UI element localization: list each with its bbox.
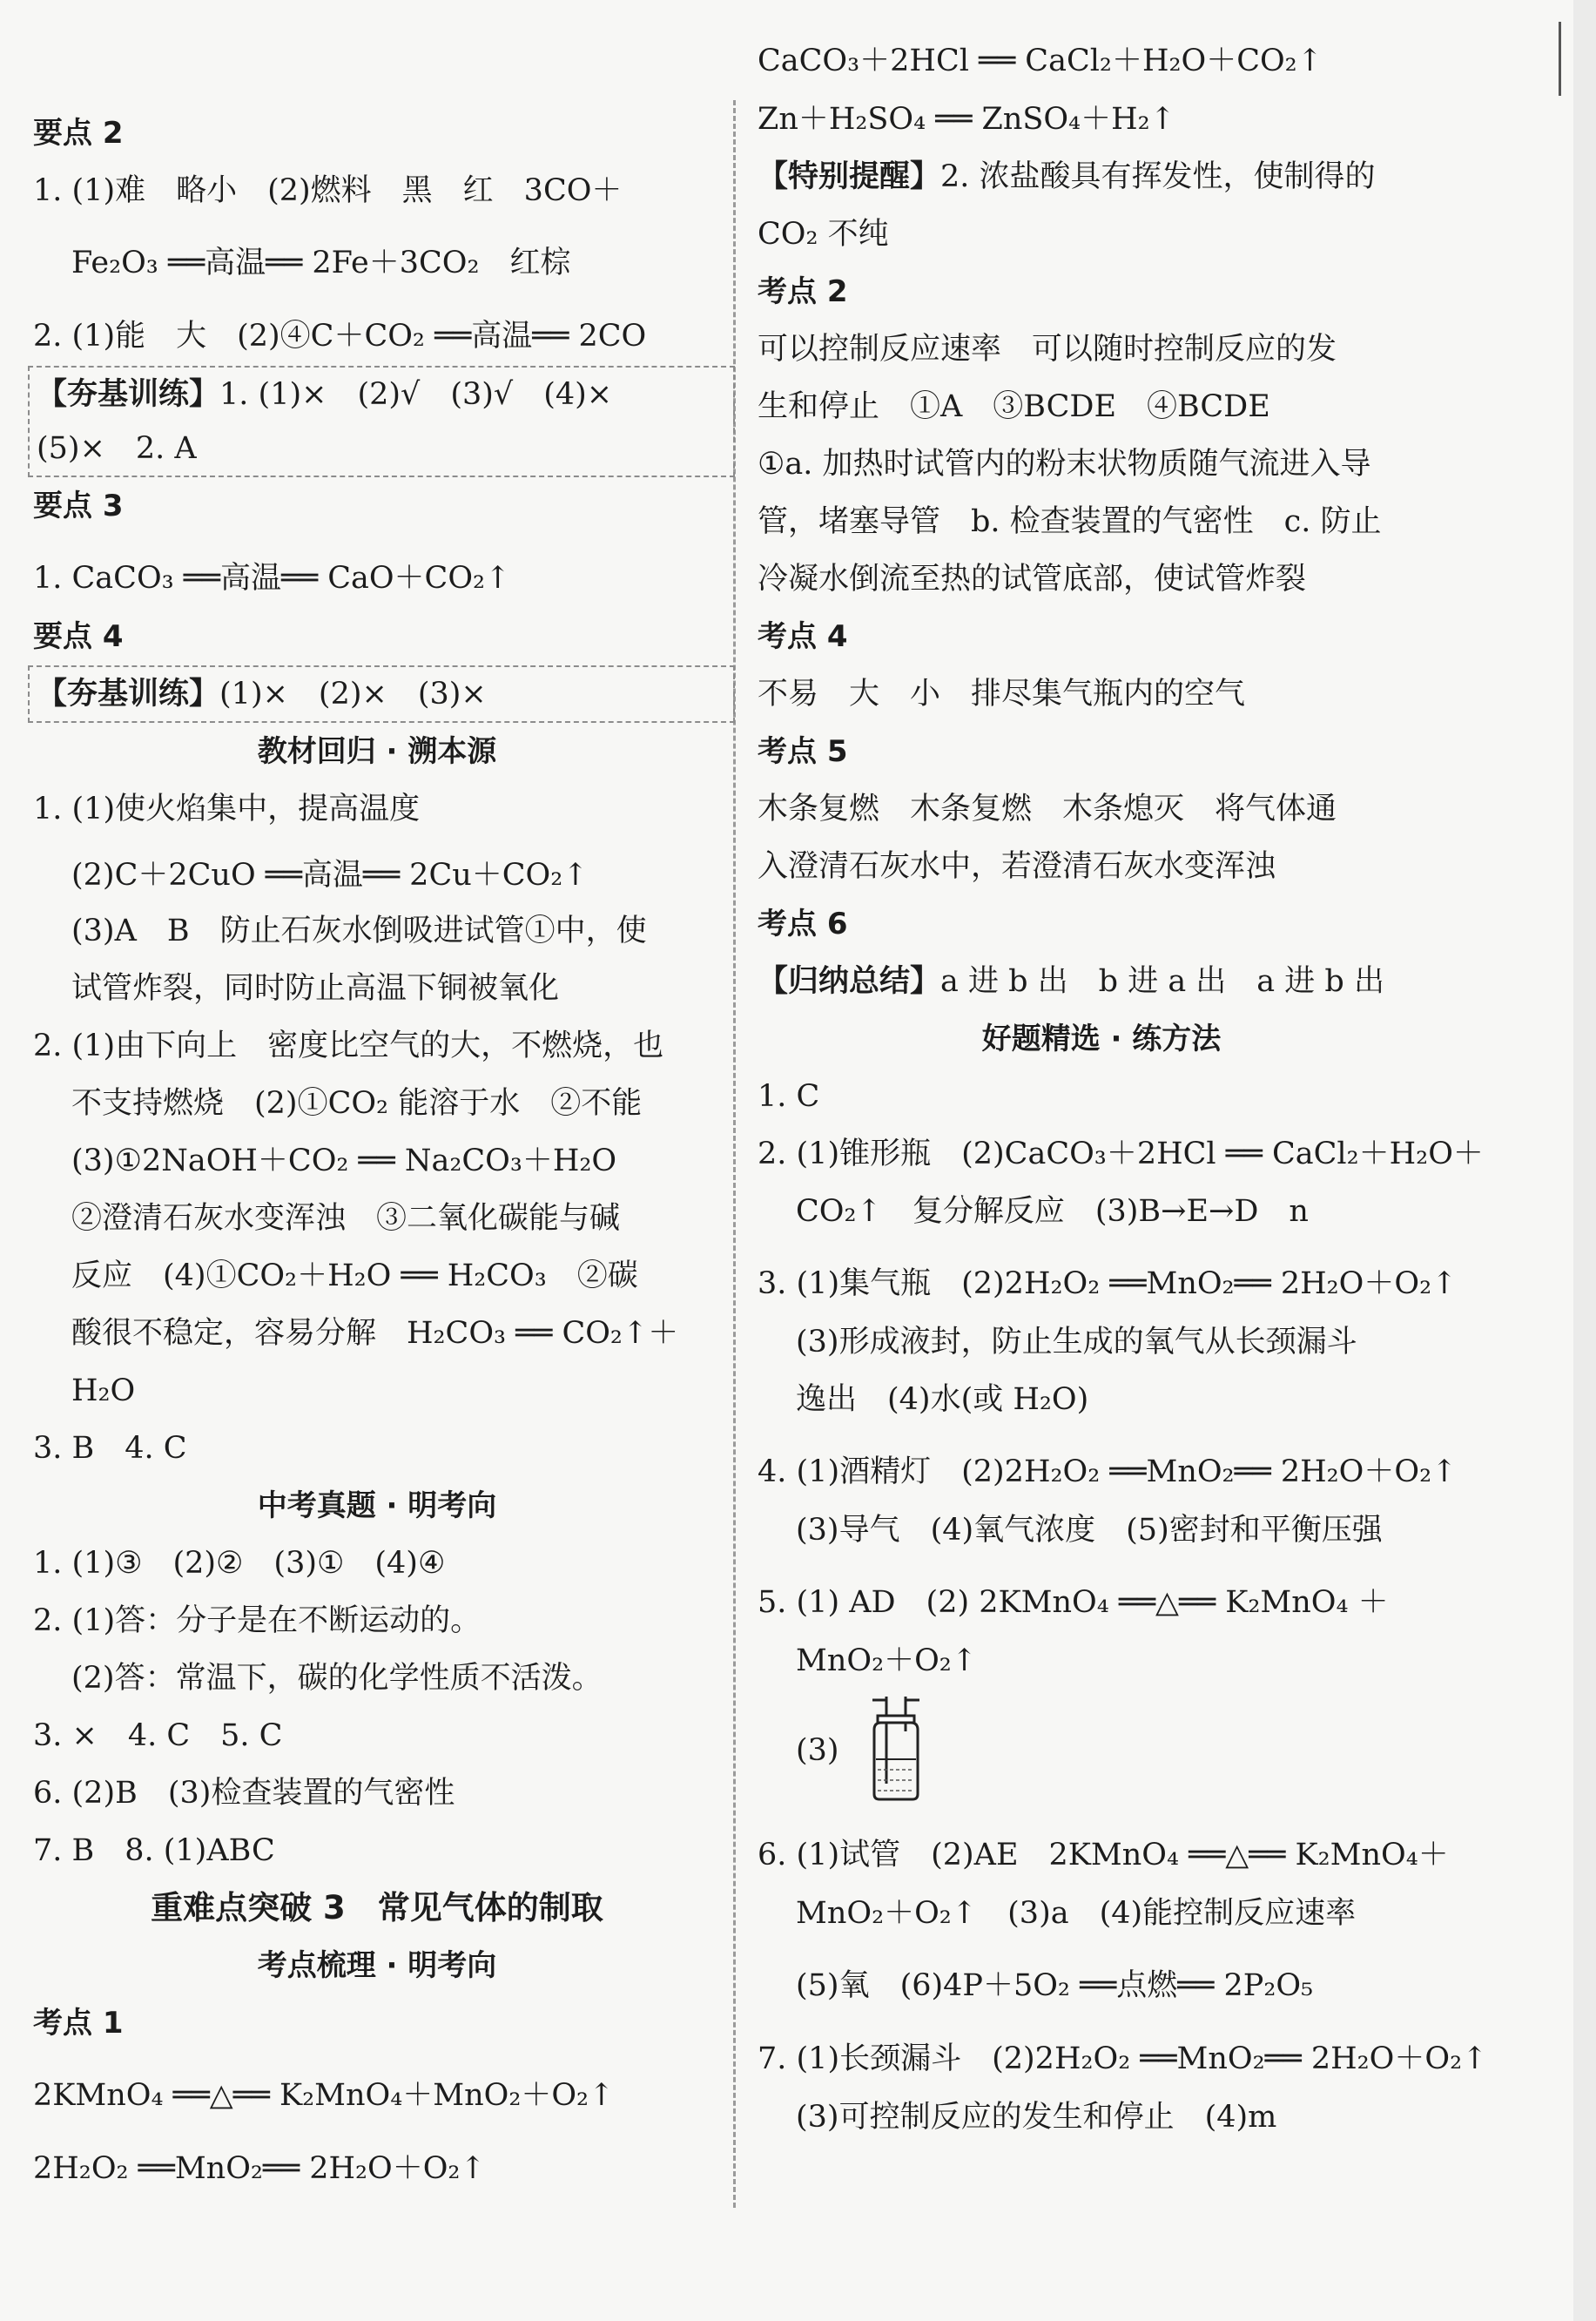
answer-line: 可以控制反应速率 可以随时控制反应的发	[758, 332, 1337, 367]
answer-text: (3)	[796, 1733, 839, 1768]
equation-line: CaCO₃＋2HCl ══ CaCl₂＋H₂O＋CO₂↑	[758, 44, 1323, 78]
practice-tag: 【夯基训练】	[37, 677, 220, 712]
answer-line: (5)× 2. A	[37, 431, 197, 466]
practice-box	[28, 665, 735, 723]
answer-line: 6. (2)B (3)检查装置的气密性	[33, 1776, 455, 1811]
equation-line: Zn＋H₂SO₄ ══ ZnSO₄＋H₂↑	[758, 102, 1175, 137]
equation-line: (5)氧 (6)4P＋5O₂ ══点燃══ 2P₂O₅	[796, 1968, 1314, 2003]
answer-line: 逸出 (4)水(或 H₂O)	[796, 1382, 1089, 1417]
answer-line: 不支持燃烧 (2)①CO₂ 能溶于水 ②不能	[71, 1086, 643, 1121]
section-title: 考点梳理 · 明考向	[257, 1948, 497, 1983]
answer-text: a 进 b 出 b 进 a 出 a 进 b 出	[940, 964, 1384, 999]
answer-line: ①a. 加热时试管内的粉末状物质随气流进入导	[758, 447, 1371, 482]
equation-line: Fe₂O₃ ══高温══ 2Fe＋3CO₂ 红棕	[71, 246, 571, 280]
section-heading: 考点 1	[33, 2006, 124, 2041]
section-heading: 要点 2	[33, 116, 124, 151]
answer-line: 生和停止 ①A ③BCDE ④BCDE	[758, 389, 1270, 424]
answer-line: 2. (1)由下向上 密度比空气的大，不燃烧，也	[33, 1029, 664, 1063]
chapter-title: 重难点突破 3 常见气体的制取	[151, 1889, 603, 1926]
answer-line: 酸很不稳定，容易分解 H₂CO₃ ══ CO₂↑＋	[71, 1316, 679, 1351]
answer-line	[758, 1690, 1445, 1812]
equation-line: 6. (1)试管 (2)AE 2KMnO₄ ══△══ K₂MnO₄＋	[758, 1838, 1449, 1872]
section-heading: 考点 5	[758, 734, 848, 769]
answer-line: 木条复燃 木条复燃 木条熄灭 将气体通	[758, 792, 1337, 827]
answer-line: (2)答：常温下，碳的化学性质不活泼。	[71, 1661, 603, 1696]
section-heading: 考点 4	[758, 619, 848, 654]
answer-line: 3. × 4. C 5. C	[33, 1718, 283, 1753]
answer-line: (3)可控制反应的发生和停止 (4)m	[796, 2100, 1277, 2135]
section-title: 好题精选 · 练方法	[981, 1022, 1222, 1056]
summary-tag: 【归纳总结】	[758, 964, 941, 999]
equation-line: 5. (1) AD (2) 2KMnO₄ ══△══ K₂MnO₄ ＋	[758, 1585, 1389, 1620]
section-title: 中考真题 · 明考向	[257, 1488, 497, 1523]
answer-line: 1. (1)③ (2)② (3)① (4)④	[33, 1546, 446, 1581]
answer-line: CO₂ 不纯	[758, 217, 889, 252]
left-column	[33, 105, 721, 2198]
equation-line: 3. (1)集气瓶 (2)2H₂O₂ ══MnO₂══ 2H₂O＋O₂↑	[758, 1266, 1458, 1301]
answer-line: 不易 大 小 排尽集气瓶内的空气	[758, 677, 1246, 712]
section-heading: 考点 2	[758, 274, 848, 309]
answer-line: 2. (1)能 大 (2)④C＋CO₂ ══高温══ 2CO	[33, 319, 647, 354]
answer-line: CO₂↑ 复分解反应 (3)B→E→D n	[796, 1194, 1309, 1229]
reminder-tag: 【特别提醒】	[758, 159, 941, 194]
answer-text: (1)× (2)× (3)×	[219, 677, 487, 712]
answer-line: (3)形成液封，防止生成的氧气从长颈漏斗	[796, 1325, 1357, 1360]
answer-line: H₂O	[71, 1373, 136, 1408]
answer-line: 冷凝水倒流至热的试管底部，使试管炸裂	[758, 562, 1307, 597]
answer-line: (3)①2NaOH＋CO₂ ══ Na₂CO₃＋H₂O	[71, 1144, 617, 1178]
practice-tag: 【夯基训练】	[37, 377, 220, 412]
page-edge	[1573, 0, 1596, 2321]
answer-line: 入澄清石灰水中，若澄清石灰水变浑浊	[758, 849, 1276, 884]
practice-box	[28, 366, 735, 477]
answer-text: 2. 浓盐酸具有挥发性，使制得的	[940, 159, 1376, 194]
answer-line: MnO₂＋O₂↑	[796, 1643, 978, 1678]
section-heading: 考点 6	[758, 907, 848, 941]
section-heading: 要点 4	[33, 619, 124, 654]
section-title: 教材回归 · 溯本源	[257, 734, 497, 769]
right-column	[758, 17, 1488, 2146]
answer-line: 试管炸裂，同时防止高温下铜被氧化	[71, 971, 560, 1006]
answer-line: 1. C	[758, 1079, 820, 1114]
answer-line: (3)A B 防止石灰水倒吸进试管①中，使	[71, 914, 647, 948]
section-heading: 要点 3	[33, 489, 124, 523]
equation-line: (2)C＋2CuO ══高温══ 2Cu＋CO₂↑	[71, 858, 589, 893]
equation-line: 7. (1)长颈漏斗 (2)2H₂O₂ ══MnO₂══ 2H₂O＋O₂↑	[758, 2041, 1488, 2076]
answer-line: (3)导气 (4)氧气浓度 (5)密封和平衡压强	[796, 1513, 1383, 1548]
page-edge-line	[1559, 22, 1561, 96]
answer-line: 7. B 8. (1)ABC	[33, 1833, 275, 1868]
answer-line: 2. (1)锥形瓶 (2)CaCO₃＋2HCl ══ CaCl₂＋H₂O＋	[758, 1137, 1484, 1171]
equation-line: 2KMnO₄ ══△══ K₂MnO₄＋MnO₂＋O₂↑	[33, 2078, 615, 2113]
answer-line: 反应 (4)①CO₂＋H₂O ══ H₂CO₃ ②碳	[71, 1258, 638, 1293]
equation-line: 4. (1)酒精灯 (2)2H₂O₂ ══MnO₂══ 2H₂O＋O₂↑	[758, 1454, 1458, 1489]
answer-line: ②澄清石灰水变浑浊 ③二氧化碳能与碱	[71, 1201, 621, 1236]
equation-line: 2H₂O₂ ══MnO₂══ 2H₂O＋O₂↑	[33, 2151, 486, 2186]
gas-washing-bottle-icon	[865, 1697, 926, 1805]
answer-text: 1. (1)× (2)√ (3)√ (4)×	[219, 377, 613, 412]
answer-line: 2. (1)答：分子是在不断运动的。	[33, 1603, 481, 1638]
equation-line: 1. CaCO₃ ══高温══ CaO＋CO₂↑	[33, 561, 511, 596]
answer-line: 1. (1)难 略小 (2)燃料 黑 红 3CO＋	[33, 173, 623, 208]
answer-line: 1. (1)使火焰集中，提高温度	[33, 792, 421, 827]
answer-line: 3. B 4. C	[33, 1431, 187, 1466]
answer-line: MnO₂＋O₂↑ (3)a (4)能控制反应速率	[796, 1896, 1357, 1931]
answer-line: 管，堵塞导管 b. 检查装置的气密性 c. 防止	[758, 504, 1382, 539]
